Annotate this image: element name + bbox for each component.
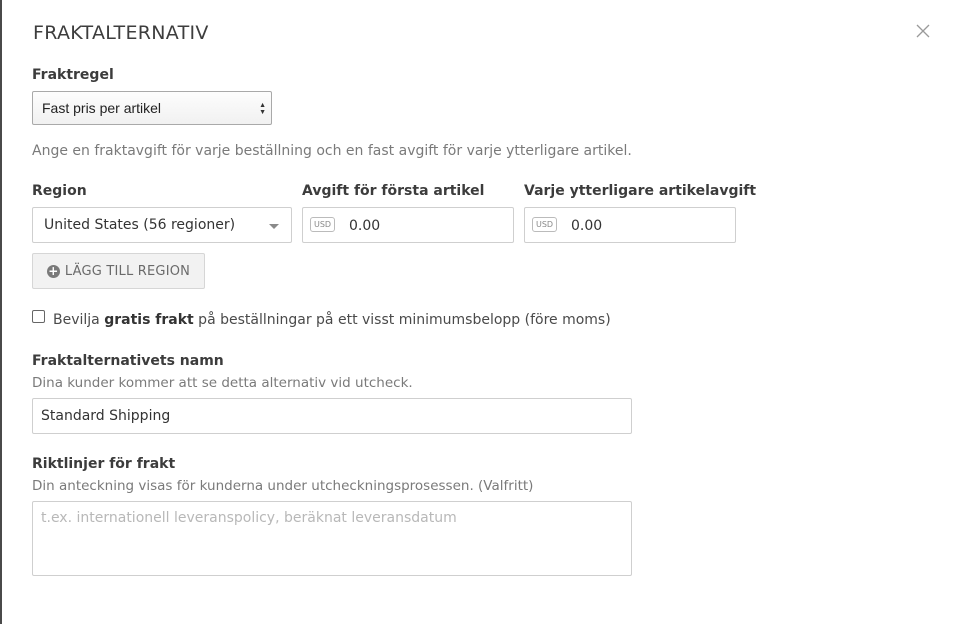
guidelines-textarea[interactable] — [32, 501, 632, 576]
currency-badge: USD — [532, 217, 557, 232]
plus-circle-icon: + — [48, 263, 59, 278]
additional-fee-label: Varje ytterligare artikelavgift — [524, 183, 757, 199]
free-shipping-label[interactable] — [53, 312, 611, 328]
chevron-down-icon — [269, 224, 279, 229]
free-shipping-bold: gratis frakt — [104, 312, 194, 328]
rule-select[interactable] — [32, 91, 272, 125]
first-fee-input[interactable] — [302, 207, 514, 243]
select-arrows-icon: ▲ ▼ — [259, 102, 266, 116]
first-fee-label: Avgift för första artikel — [302, 183, 485, 199]
add-region-label: LÄGG TILL REGION — [64, 263, 191, 279]
region-select[interactable] — [32, 207, 292, 243]
modal-title: FRAKTALTERNATIV — [33, 22, 209, 44]
rule-label: Fraktregel — [32, 67, 114, 83]
shipping-name-value: Standard Shipping — [41, 408, 171, 424]
first-fee-value: 0.00 — [349, 218, 381, 234]
name-help: Dina kunder kommer att se detta alternativ vid utcheck. — [32, 375, 413, 391]
close-button[interactable] — [912, 20, 934, 42]
free-shipping-suffix: på beställningar på ett visst minimumsbelopp (före moms) — [193, 312, 611, 328]
shipping-name-input[interactable] — [32, 398, 632, 434]
region-label: Region — [32, 183, 87, 199]
region-select-value: United States (56 regioner) — [44, 217, 236, 233]
rule-select-value: Fast pris per artikel — [42, 100, 162, 116]
close-icon[interactable] — [916, 24, 930, 38]
rule-description: Ange en fraktavgift för varje beställning och en fast avgift för varje ytterligare artikel. — [32, 143, 632, 159]
guidelines-placeholder: t.ex. internationell leveranspolicy, beräknat leveransdatum — [41, 510, 457, 526]
add-region-button[interactable] — [32, 253, 205, 289]
backdrop-edge — [0, 0, 2, 624]
name-label: Fraktalternativets namn — [32, 353, 224, 369]
free-shipping-checkbox[interactable] — [32, 310, 45, 323]
additional-fee-input[interactable] — [524, 207, 736, 243]
currency-badge: USD — [310, 217, 335, 232]
guidelines-label: Riktlinjer för frakt — [32, 456, 176, 472]
guidelines-help: Din anteckning visas för kunderna under utcheckningsprosessen. (Valfritt) — [32, 478, 534, 494]
free-shipping-prefix: Bevilja — [53, 312, 105, 328]
additional-fee-value: 0.00 — [571, 218, 603, 234]
